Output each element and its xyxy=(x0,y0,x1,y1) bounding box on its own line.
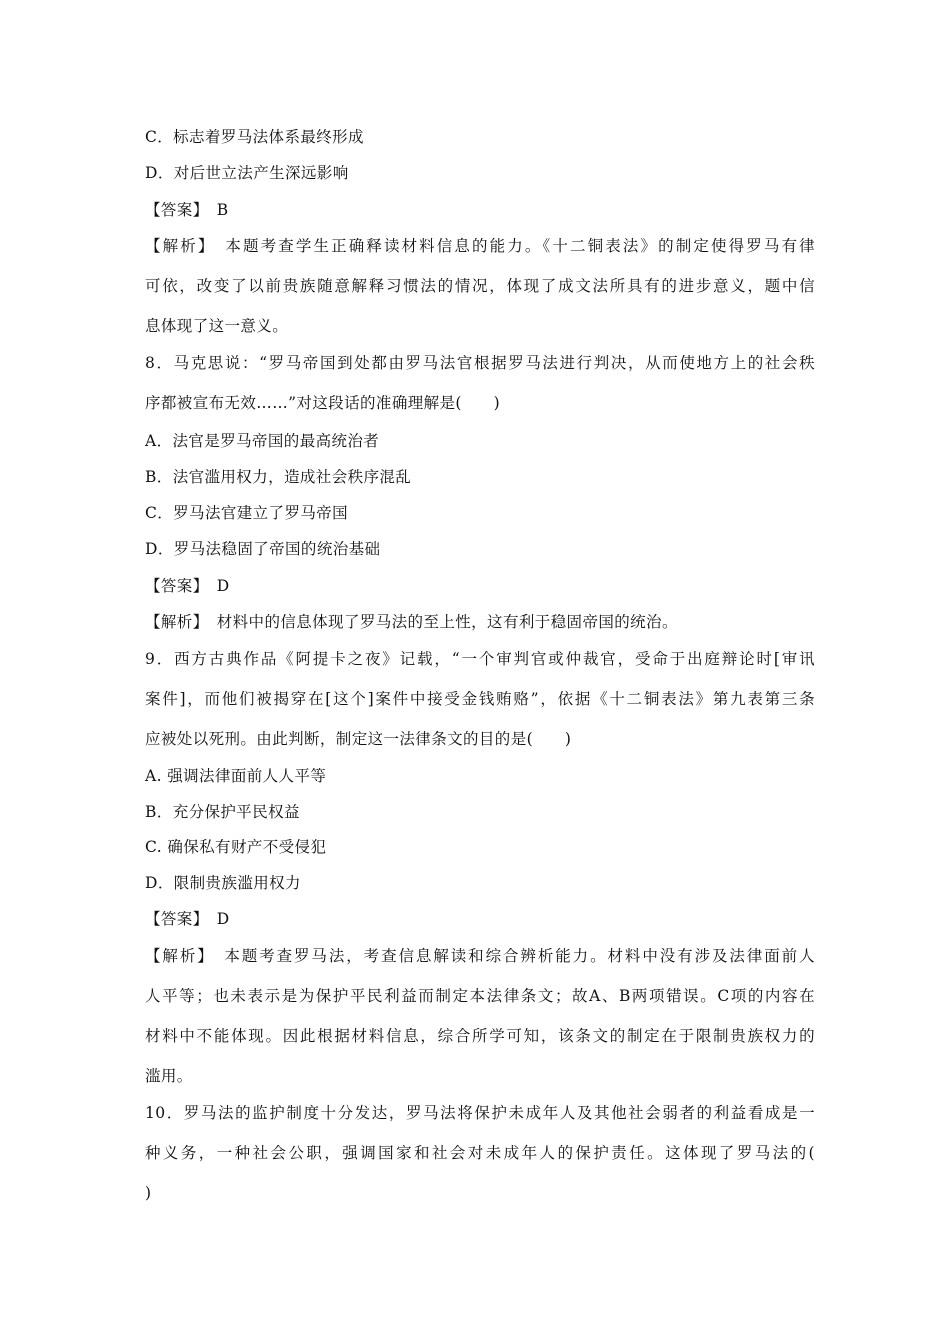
question-9-line1: 9．西方古典作品《阿提卡之夜》记载，“一个审判官或仲裁官，受命于出庭辩论时[审讯 xyxy=(145,650,815,668)
question-10-line2: 种义务，一种社会公职，强调国家和社会对未成年人的保护责任。这体现了罗马法的( xyxy=(145,1144,815,1162)
question-9-line3: 应被处以死刑。由此判断，制定这一法律条文的目的是( ) xyxy=(145,730,572,748)
analysis-q7-line1: 【解析】 本题考查学生正确释读材料信息的能力。《十二铜表法》的制定使得罗马有律 xyxy=(145,237,815,255)
answer-q9: 【答案】 D xyxy=(145,910,230,928)
question-8-line1: 8．马克思说：“罗马帝国到处都由罗马法官根据罗马法进行判决，从而使地方上的社会秩 xyxy=(145,354,815,372)
analysis-q9-line4: 滥用。 xyxy=(145,1067,193,1085)
question-9-line2: 案件]，而他们被揭穿在[这个]案件中接受金钱贿赂”，依据《十二铜表法》第九表第三条 xyxy=(145,690,815,708)
analysis-q9-line2: 人平等；也未表示是为保护平民利益而制定本法律条文；故A、B两项错误。C项的内容在 xyxy=(145,987,815,1005)
option-d-q7: D．对后世立法产生深远影响 xyxy=(145,164,349,182)
option-a-q8: A．法官是罗马帝国的最高统治者 xyxy=(145,432,380,450)
answer-q7: 【答案】 B xyxy=(145,201,229,219)
option-c-q8: C．罗马法官建立了罗马帝国 xyxy=(145,504,349,522)
option-d-q9: D．限制贵族滥用权力 xyxy=(145,874,301,892)
analysis-q9-line1: 【解析】 本题考查罗马法，考查信息解读和综合辨析能力。材料中没有涉及法律面前人 xyxy=(145,947,815,965)
question-10-line3: ) xyxy=(145,1184,152,1202)
analysis-q8: 【解析】 材料中的信息体现了罗马法的至上性，这有利于稳固帝国的统治。 xyxy=(145,613,678,631)
analysis-q7-line3: 息体现了这一意义。 xyxy=(145,317,289,335)
question-10-line1: 10．罗马法的监护制度十分发达，罗马法将保护未成年人及其他社会弱者的利益看成是一 xyxy=(145,1104,815,1122)
option-b-q8: B．法官滥用权力，造成社会秩序混乱 xyxy=(145,468,412,486)
option-c-q7: C．标志着罗马法体系最终形成 xyxy=(145,128,364,146)
question-8-line2: 序都被宣布无效……”对这段话的准确理解是( ) xyxy=(145,394,501,412)
analysis-q9-line3: 材料中不能体现。因此根据材料信息，综合所学可知，该条文的制定在于限制贵族权力的 xyxy=(145,1027,815,1045)
option-a-q9: A. 强调法律面前人人平等 xyxy=(145,767,327,785)
option-b-q9: B．充分保护平民权益 xyxy=(145,803,300,821)
answer-q8: 【答案】 D xyxy=(145,577,230,595)
analysis-q7-line2: 可依，改变了以前贵族随意解释习惯法的情况，体现了成文法所具有的进步意义，题中信 xyxy=(145,277,815,295)
option-c-q9: C. 确保私有财产不受侵犯 xyxy=(145,838,327,856)
option-d-q8: D．罗马法稳固了帝国的统治基础 xyxy=(145,540,381,558)
